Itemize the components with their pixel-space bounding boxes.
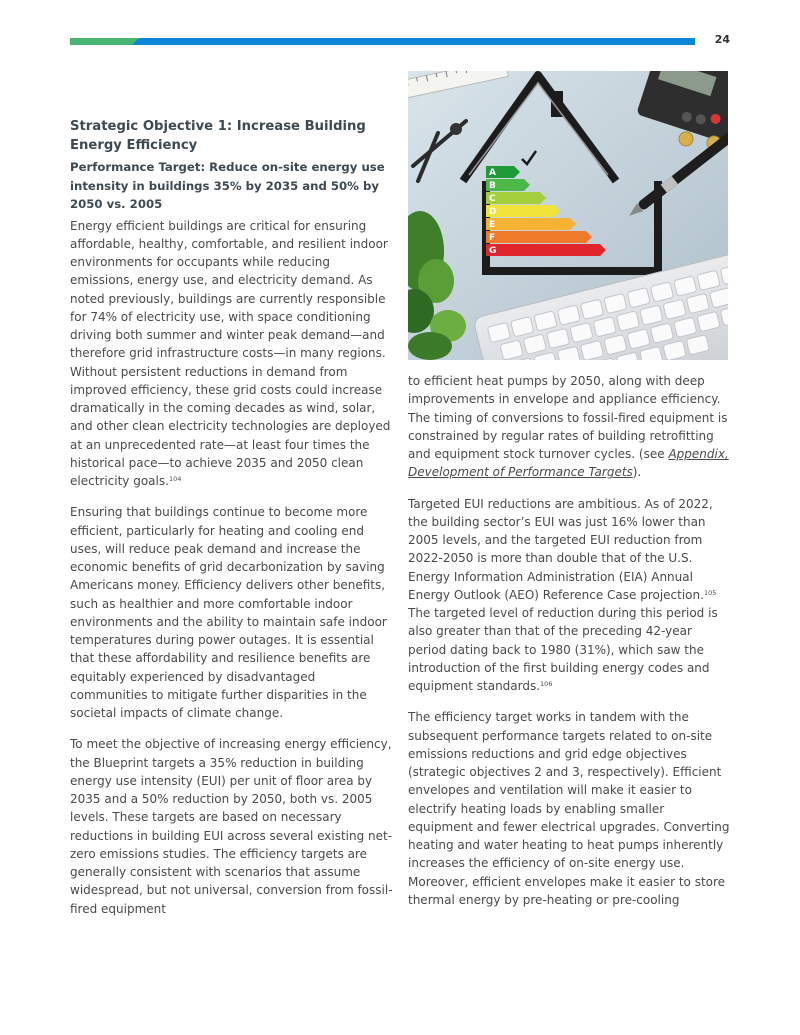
paragraph: Energy efficient buildings are critical for ensuring affordable, healthy, comfortable, and resilient indoor environments for occupants while reducing emissions, energy use, and electricity demand. As noted previously, buildings are currently responsible for 74% of electricity use, with space conditioning driving both summer and winter peak demand—and therefore grid infrastructure costs—in many regions. Without persistent reductions in demand from improved efficiency, these grid costs could increase dramatically in the coming decades as wind, solar, and other clean electricity technologies are deployed at an unprecedented rate—at least four times the historical pace—to achieve 2035 and 2050 clean electricity goals.$^{104}$	[70, 218, 391, 488]
grade-f-label: F	[489, 233, 496, 243]
energy-label-house-photo	[408, 71, 728, 360]
grade-e-label: E	[489, 220, 496, 230]
objective-heading: Strategic Objective 1: Increase Building Energy Efficiency	[70, 119, 366, 153]
header-accent-bar	[70, 38, 695, 45]
left-column	[70, 117, 395, 918]
grade-d-label: D	[489, 207, 497, 217]
grade-c-label: C	[489, 194, 496, 204]
paragraph: Targeted EUI reductions are ambitious. As of 2022, the building sector’s EUI was just 16% lower than 2005 levels, and the targeted EUI reduction from 2022-2050 is more than double that of the U.S. Energy Information Administration (EIA) Annual Energy Outlook (AEO) Reference Case projection.$^{105}$ The targeted level of reduction during this period is also greater than that of the preceding 42-year period dating back to 1980 (31%), which saw the introduction of the first building energy codes and equipment standards.$^{106}$	[408, 496, 718, 693]
paragraph: To meet the objective of increasing energy efficiency, the Blueprint targets a 35% reduction in building energy use intensity (EUI) per unit of floor area by 2035 and a 50% reduction by 2050, both vs. 2005 levels. These targets are based on necessary reductions in building EUI across several existing net-zero emissions studies. The efficiency targets are generally consistent with scenarios that assume widespread, but not universal, conversion from fossil-fired equipment	[70, 737, 393, 916]
grade-g-label: G	[489, 246, 497, 256]
header-accent-blue	[132, 38, 695, 45]
paragraph: to efficient heat pumps by 2050, along with deep improvements in envelope and appliance efficiency. The timing of conversions to fossil-fired equipment is constrained by regular rates of building retrofitting and equipment stock turnover cycles. (see Appendix, Development of Performance Targets).	[408, 374, 729, 480]
footnote-ref[interactable]: 104	[168, 475, 182, 483]
grade-a-label: A	[489, 168, 496, 178]
paragraph: Ensuring that buildings continue to become more efficient, particularly for heating and cooling end uses, will reduce peak demand and increase the economic benefits of grid decarbonization by saving Americans money. Efficiency delivers other benefits, such as healthier and more comfortable indoor environments and the ability to maintain safe indoor temperatures during power outages. It is essential that these affordability and resilience benefits are equitably experienced by disadvantaged communities to mitigate further disparities in the societal impacts of climate change.	[70, 505, 387, 720]
footnote-ref[interactable]: 105	[703, 588, 717, 597]
right-column	[408, 372, 730, 909]
appendix-link[interactable]: Appendix, Development of Performance Targets	[408, 447, 729, 480]
footnote-ref[interactable]: 106	[540, 680, 553, 688]
header-accent-green	[70, 38, 138, 45]
performance-target-heading: Performance Target: Reduce on-site energy use intensity in buildings 35% by 2035 and 50% by 2050 vs. 2005	[70, 160, 385, 211]
page-number: 24	[714, 33, 730, 46]
grade-b-label: B	[489, 181, 496, 191]
paragraph: The efficiency target works in tandem with the subsequent performance targets related to on-site emissions reductions and grid edge objectives (strategic objectives 2 and 3, respectively). Efficient envelopes and ventilation will make it easier to electrify heating loads by enabling smaller equipment and fewer electrical upgrades. Converting heating and water heating to heat pumps inherently increases the efficiency of on-site energy use. Moreover, efficient envelopes make it easier to store thermal energy by pre-heating or pre-cooling	[408, 710, 730, 907]
